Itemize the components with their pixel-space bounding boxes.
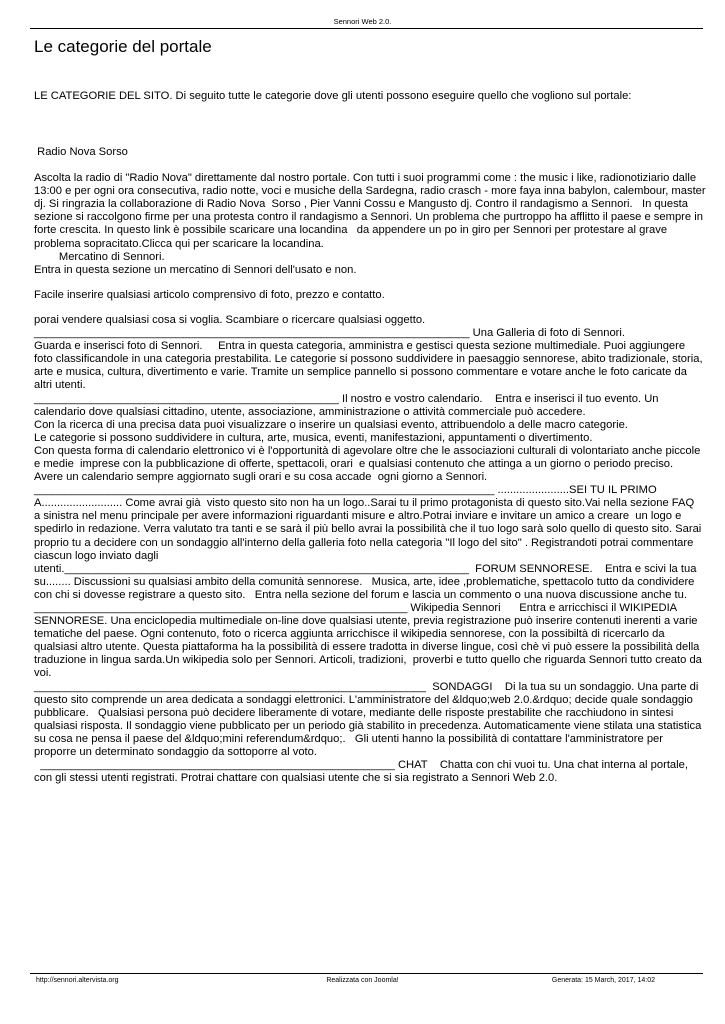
footer-generated: Generata: 15 March, 2017, 14:02 xyxy=(551,977,655,984)
site-header: Sennori Web 2.0. xyxy=(333,17,392,26)
article-body xyxy=(34,146,706,785)
footer-made-with: Realizzata con Joomla! xyxy=(326,977,399,984)
section-categories-text: porai vendere qualsiasi cosa si voglia. Scambiare o ricercare qualsiasi oggetto. ______________________________________________________________________ Una Galleria di foto di Sennori. Guarda e inserisci foto di Sennori. Entra in questa categoria, amministra e gestisci questa sezione multimediale. Puoi aggiungere foto classificandole in una categoria prestabilita. Le categorie si possono suddividere in paesaggio sennorese, abito tradizionale, storia, arte e musica, cultura, divertimento e varie. Tramite un semplice pannello si possono commentare e votare anche le foto caricate da altri utenti. _________________________________________________ Il nostro e vostro calendario. Entra e inserisci il tuo evento. Un calendario dove qualsiasi cittadino, utente, associazione, amministrazione o attività commerciale può accedere. Con la ricerca di una precisa data puoi visualizzare o inserire un qualsiasi evento, attribuendolo a delle macro categorie. Le categorie si possono suddividere in cultura, arte, musica, eventi, manifestazioni, appuntamenti o divertimento. Con questa forma di calendario elettronico vi è l'opportunità di agevolare oltre che le associazioni culturali di volontariato anche piccole e medie imprese con la pubblicazione di offerte, spettacoli, orari e qualsiasi contenuto che attinga a un giorno o periodo preciso. Avere un calendario sempre aggiornato sugli orari e su cosa accade ogni giorno a Sennori. __________________________________________________________________________ .......................SEI TU IL PRIMO A.......................... Come avrai già visto questo sito non ha un logo..Sarai tu il primo protagonista di questo sito.Vai nella sezione FAQ a sinistra nel menu principale per avere informazioni riguardanti misure e altro.Potrai inviare e invitare un amico a creare un logo e spedirlo in redazione. Verra valutato tra tanti e se sarà il più bello avrai la possibilità che il tuo logo sarà solo quello di questo sito. Sarai proprio tu a decidere con un sondaggio all'interno della galleria foto nella categoria "Il logo del sito" . Registrandoti potrai commentare ciascun logo inviato dagli utenti._________________________________________________________________ FORUM SENNORESE. Entra e scivi la tua su........ Discussioni su qualsiasi ambito della comunità sennorese. Musica, arte, idee ,problematiche, spettacolo tutto da condividere con chi si dovesse registrare a questo sito. Entra nella sezione del forum e lascia un commento o una nuova discussione anche tu. ____________________________________________________________ Wikipedia Sennori Entra e arricchisci il WIKIPEDIA SENNORESE. Una enciclopedia multimediale on-line dove qualsiasi utente, previa registrazione può inserire contenuti inerenti a varie tematiche del paese. Ogni contenuto, foto o ricerca aggiunta arricchisce il wikipedia sennorese, con la possibiltà di ricercarlo da qualsiasi altro utente. Questa piattaforma ha la possibilità di essere tradotta in diverse lingue, così chè vi può essere la possibilità della traduzione in lingua sarda.Un wikipedia solo per Sennori. Articoli, tradizioni, proverbi e tutto quello che riguarda Sennori tutto creato da voi. _______________________________________________________________ SONDAGGI Di la tua su un sondaggio. Una parte di questo sito comprende un area dedicata a sondaggi elettronici. L'amministratore del &ldquo;web 2.0.&rdquo; decide quale sondaggio pubblicare. Qualsiasi persona può decidere liberamente di votare, mediante delle risposte prestabilite che racchiudono in sintesi qualsiasi risposta. Il sondaggio viene pubblicato per un periodo già stabilito in precedenza. Automaticamente viene stilata una statistica su cosa ne pensa il paese del &ldquo;mini referendum&rdquo;. Gli utenti hanno la possibilità di contattare l'amministratore per proporre un determinato sondaggio da sottoporre al voto. _________________________________________________________ CHAT Chatta con chi vuoi tu. Una chat interna al portale, con gli stessi utenti registrati. Protrai chattare con qualsiasi utente che si sia registrato a Sennori Web 2.0. xyxy=(34,313,703,785)
section-radio-title: Radio Nova Sorso xyxy=(34,146,128,158)
intro-text: LE CATEGORIE DEL SITO. Di seguito tutte le categorie dove gli utenti possono eseguire quello che vogliono sul portale: xyxy=(34,90,632,102)
section-radio-text: Ascolta la radio di "Radio Nova" direttamente dal nostro portale. Con tutti i suoi programmi come : the music i like, radionotiziario dalle 13:00 e per ogni ora consecutiva, radio notte, voci e musiche della Sardegna, radio crasch - more faya inna babylon, calembour, master dj. Si ringrazia la collaborazione di Radio Nova Sorso , Pier Vanni Cossu e Mangusto dj. Contro il randagismo a Sennori. In questa sezione si raccolgono firme per una protesta contro il randagismo a Sennori. Un problema che purtroppo ha afflitto il paese e sempre in forte crescita. In questo link è possibile scaricare una locandina da appendere un po in giro per Sennori per protestare al grave problema sopracitato.Clicca qui per scaricare la locandina. Mercatino di Sennori. Entra in questa sezione un mercatino di Sennori dell'usato e non. xyxy=(34,172,706,276)
footer-url: http://sennori.altervista.org xyxy=(36,977,119,984)
header-rule xyxy=(30,28,703,29)
footer-rule xyxy=(30,973,703,974)
page-title: Le categorie del portale xyxy=(34,37,212,56)
section-mercatino-text: Facile inserire qualsiasi articolo comprensivo di foto, prezzo e contatto. xyxy=(34,288,385,301)
